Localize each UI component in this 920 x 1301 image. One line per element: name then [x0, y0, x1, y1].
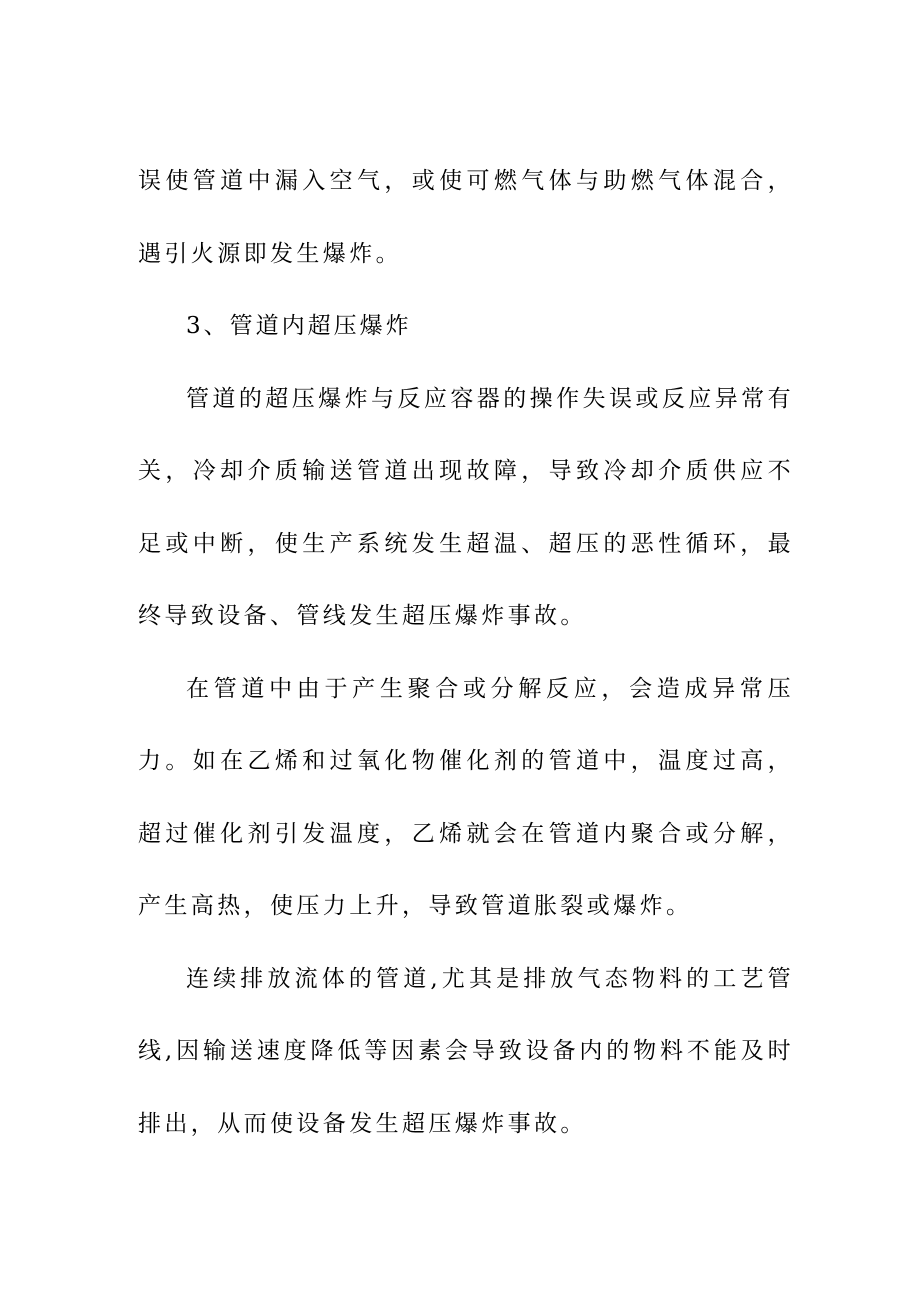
paragraph-polymerization: 在管道中由于产生聚合或分解反应，会造成异常压力。如在乙烯和过氧化物催化剂的管道中，温度过高，超过催化剂引发温度，乙烯就会在管道内聚合或分解，产生高热，使压力上升，导致管道胀裂或爆炸。	[138, 675, 794, 919]
document-body	[138, 145, 794, 1160]
paragraph-discharge-pipeline: 连续排放流体的管道,尤其是排放气态物料的工艺管线,因输送速度降低等因素会导致设备内的物料不能及时排出，从而使设备发生超压爆炸事故。	[138, 965, 794, 1137]
paragraph-overpressure-causes: 管道的超压爆炸与反应容器的操作失误或反应异常有关，冷却介质输送管道出现故障，导致冷却介质供应不足或中断，使生产系统发生超温、超压的恶性循环，最终导致设备、管线发生超压爆炸事故。	[138, 385, 794, 629]
paragraph-continuation: 误使管道中漏入空气，或使可燃气体与助燃气体混合，遇引火源即发生爆炸。	[138, 168, 794, 267]
section-heading: 3、管道内超压爆炸	[186, 313, 412, 339]
